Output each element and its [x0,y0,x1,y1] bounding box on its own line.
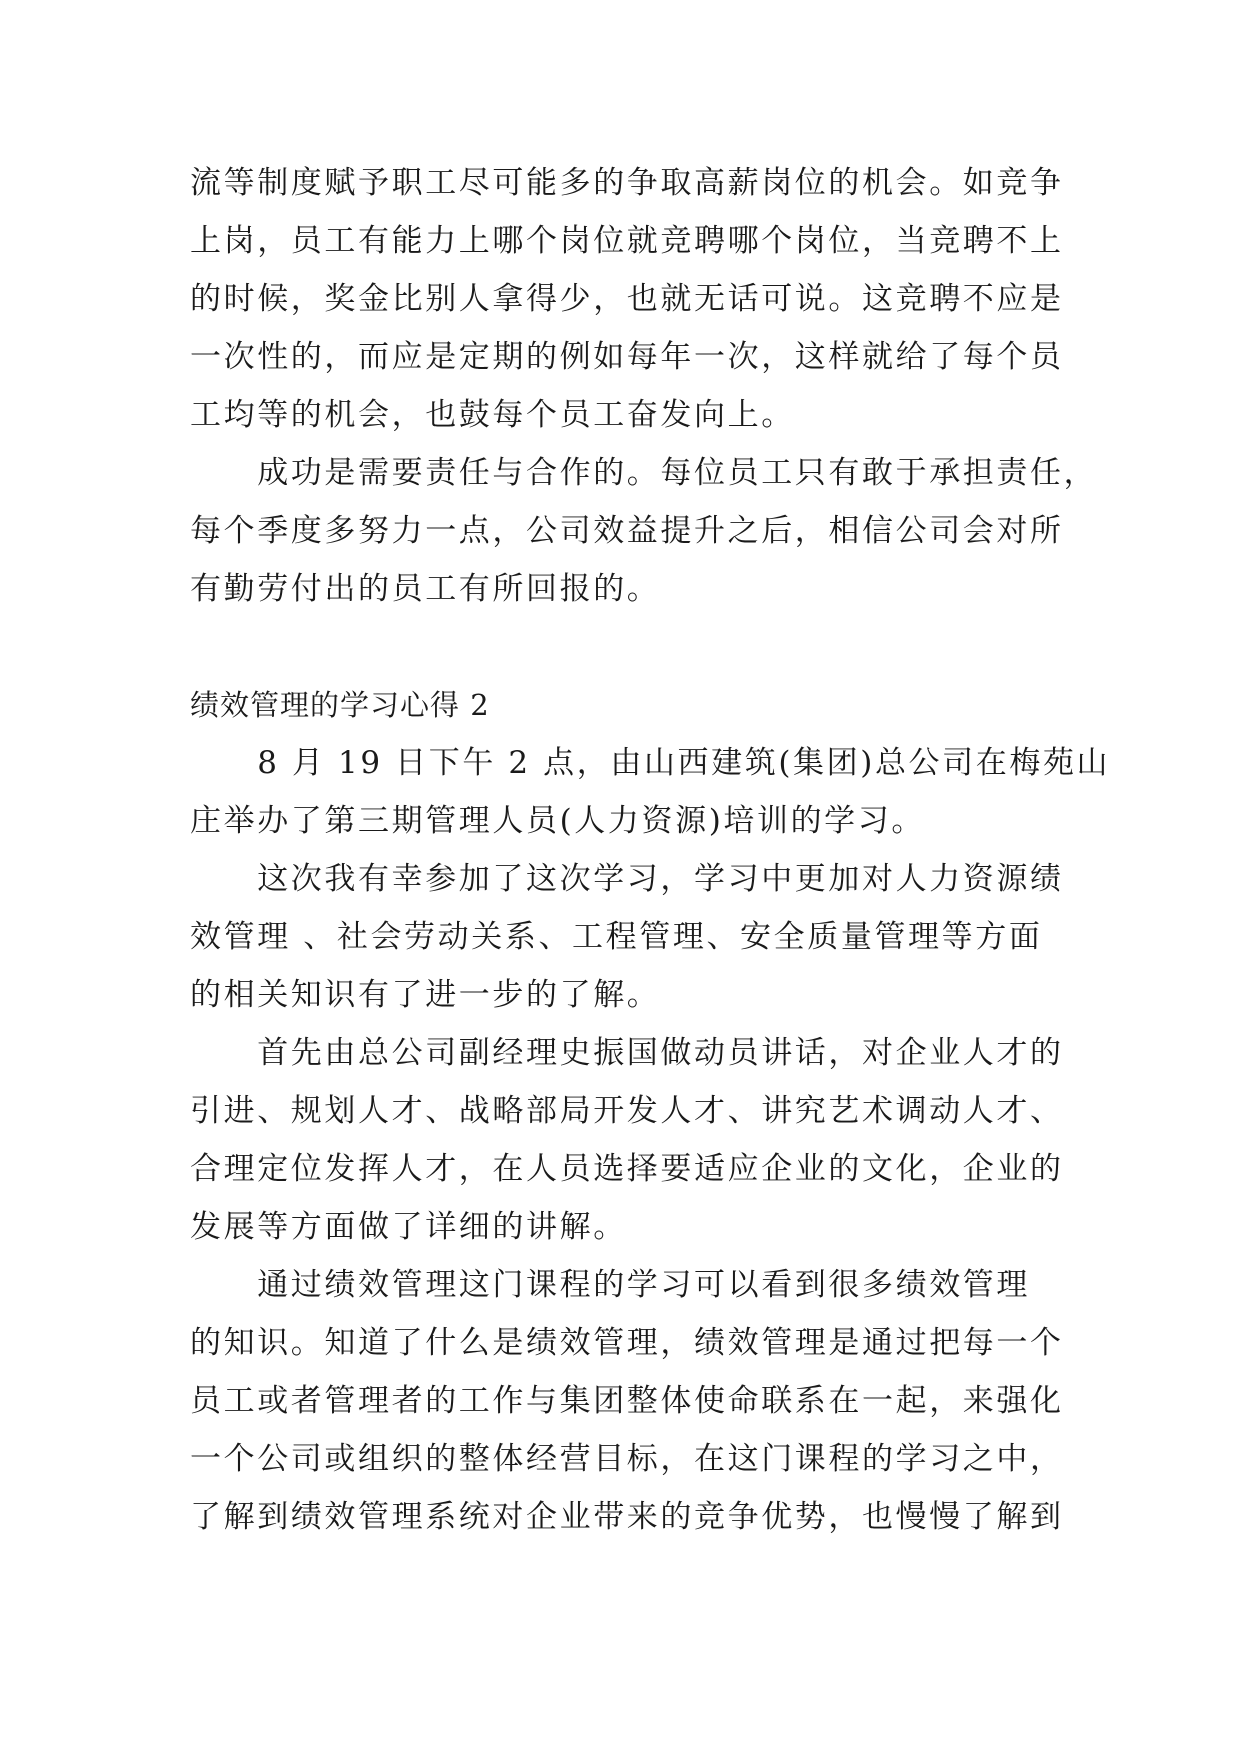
paragraph-line: 流等制度赋予职工尽可能多的争取高薪岗位的机会。如竞争 [190,165,1064,201]
paragraph-line: 首先由总公司副经理史振国做动员讲话，对企业人才的 [190,1035,1064,1071]
paragraph-line: 庄举办了第三期管理人员(人力资源)培训的学习。 [190,803,925,839]
paragraph-line: 效管理 、社会劳动关系、工程管理、安全质量管理等方面 [190,919,1043,955]
paragraph-line: 这次我有幸参加了这次学习，学习中更加对人力资源绩 [190,861,1064,897]
paragraph-line: 的知识。知道了什么是绩效管理，绩效管理是通过把每一个 [190,1325,1064,1361]
paragraph-line: 每个季度多努力一点，公司效益提升之后，相信公司会对所 [190,513,1064,549]
paragraph-line: 合理定位发挥人才，在人员选择要适应企业的文化，企业的 [190,1151,1064,1187]
paragraph-line: 通过绩效管理这门课程的学习可以看到很多绩效管理 [190,1267,1030,1303]
paragraph-line: 一次性的，而应是定期的例如每年一次，这样就给了每个员 [190,339,1064,375]
paragraph-line: 的相关知识有了进一步的了解。 [190,977,661,1013]
paragraph-line: 有勤劳付出的员工有所回报的。 [190,571,661,607]
paragraph-line: 引进、规划人才、战略部局开发人才、讲究艺术调动人才、 [190,1093,1064,1129]
paragraph-line: 了解到绩效管理系统对企业带来的竞争优势，也慢慢了解到 [190,1499,1064,1535]
paragraph-line: 上岗，员工有能力上哪个岗位就竞聘哪个岗位，当竞聘不上 [190,223,1064,259]
section-title: 绩效管理的学习心得 2 [190,688,490,722]
paragraph-line: 8 月 19 日下午 2 点，由山西建筑(集团)总公司在梅苑山 [190,745,1111,781]
paragraph-line: 成功是需要责任与合作的。每位员工只有敢于承担责任， [190,455,1098,491]
paragraph-line: 发展等方面做了详细的讲解。 [190,1209,627,1245]
paragraph-line: 工均等的机会，也鼓每个员工奋发向上。 [190,397,795,433]
paragraph-line: 员工或者管理者的工作与集团整体使命联系在一起，来强化 [190,1383,1064,1419]
paragraph-line: 的时候，奖金比别人拿得少，也就无话可说。这竞聘不应是 [190,281,1064,317]
paragraph-line: 一个公司或组织的整体经营目标，在这门课程的学习之中， [190,1441,1064,1477]
